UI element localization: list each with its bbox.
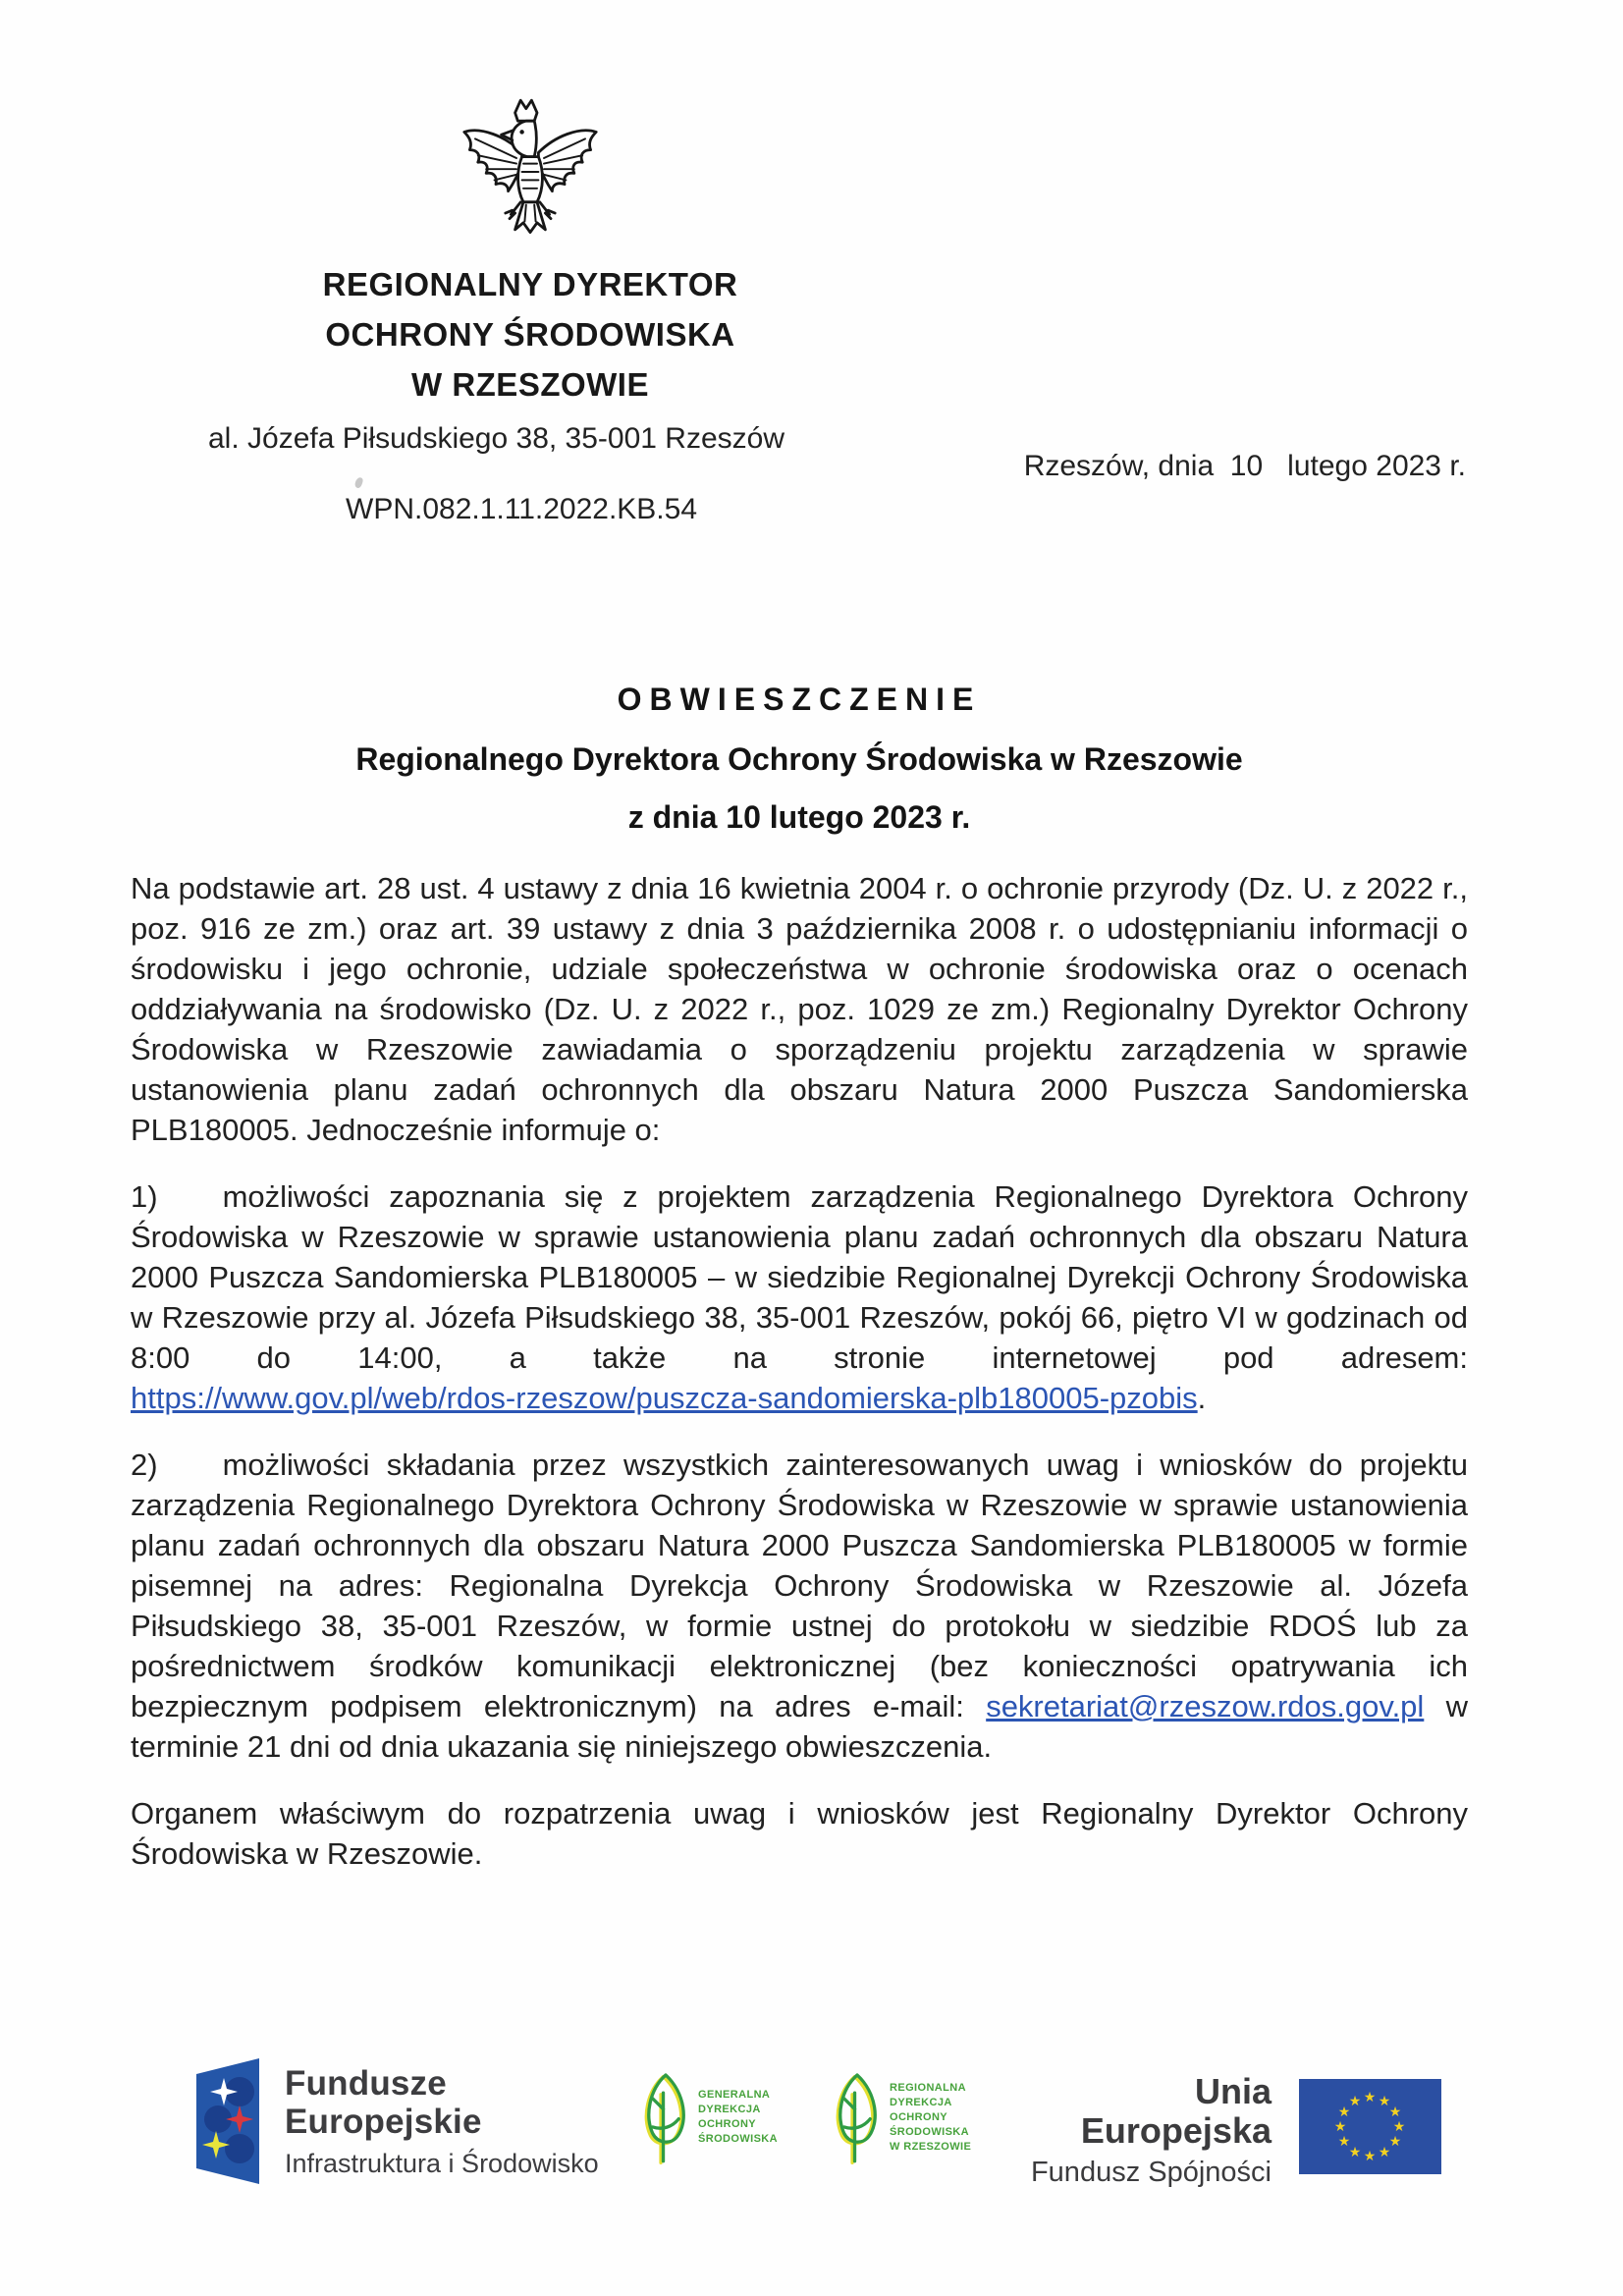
place-and-date: Rzeszów, dnia 10 lutego 2023 r. <box>1023 450 1466 482</box>
item-1-after-link: . <box>1197 1381 1207 1415</box>
rdos-line-1: REGIONALNA <box>890 2081 966 2094</box>
eu-subtitle: Fundusz Spójności <box>1030 2157 1271 2188</box>
list-item-1 <box>131 1176 1468 1418</box>
document-title: OBWIESZCZENIE <box>617 682 982 717</box>
rdos-logo-text <box>890 2081 971 2155</box>
eu-funds-subtitle: Infrastruktura i Środowisko <box>285 2149 599 2178</box>
org-name-line-2: OCHRONY ŚRODOWISKA <box>325 316 735 353</box>
letterhead <box>172 94 889 410</box>
org-name-line-1: REGIONALNY DYREKTOR <box>322 266 738 302</box>
document-title-date: z dnia 10 lutego 2023 r. <box>627 799 971 835</box>
item-2-after-link: w terminie 21 dni od dnia ukazania się niniejszego obwieszczenia. <box>131 1689 1468 1764</box>
item-1-text: możliwości zapoznania się z projektem zarządzenia Regionalnego Dyrektora Ochrony Środowiska w Rzeszowie w sprawie ustanowienia planu zadań ochronnych dla obszaru Natura 2000 Puszcza Sandomierska PLB180005 – w siedzibie Regionalnej Dyrekcji Ochrony Środowiska w Rzeszowie przy al. Józefa Piłsudskiego 38, 35-001 Rzeszów, pokój 66, piętro VI w godzinach od 8:00 do 14:00, a także na stronie internetowej pod adresem: <box>131 1179 1468 1375</box>
reference-number: WPN.082.1.11.2022.KB.54 <box>346 493 698 525</box>
org-address: al. Józefa Piłsudskiego 38, 35-001 Rzeszów <box>208 422 784 455</box>
svg-text:★: ★ <box>1348 2145 1362 2160</box>
gdos-line-1: GENERALNA <box>698 2089 771 2101</box>
eu-logo-text <box>1001 2072 1271 2189</box>
rdos-line-5: W RZESZOWIE <box>890 2140 972 2153</box>
rdos-line-2: DYREKCJA <box>890 2096 952 2108</box>
svg-text:★: ★ <box>1378 2094 1391 2109</box>
eu-funds-logo <box>196 2058 599 2184</box>
org-name-line-3: W RZESZOWIE <box>411 366 649 403</box>
eu-title: Unia Europejska <box>1080 2071 1271 2151</box>
item-1-number: 1) <box>131 1179 158 1214</box>
eu-funds-logo-text <box>285 2058 599 2179</box>
eu-flag-icon <box>1299 2079 1441 2174</box>
gdos-logo <box>641 2070 778 2164</box>
svg-text:★: ★ <box>1337 2105 1351 2120</box>
item-2-number: 2) <box>131 1448 158 1482</box>
gdos-line-4: ŚRODOWISKA <box>698 2133 778 2145</box>
svg-text:★: ★ <box>1392 2119 1406 2135</box>
svg-text:★: ★ <box>1378 2145 1391 2160</box>
document-subtitle: Regionalnego Dyrektora Ochrony Środowiska w Rzeszowie <box>355 741 1243 777</box>
rdos-line-4: ŚRODOWISKA <box>890 2125 969 2138</box>
gdos-logo-text <box>698 2088 778 2147</box>
document-body <box>131 868 1468 1900</box>
document-title-block <box>131 678 1468 839</box>
leaf-icon <box>641 2070 690 2164</box>
svg-text:★: ★ <box>1333 2119 1347 2135</box>
european-funds-flag-icon <box>196 2058 259 2184</box>
svg-text:★: ★ <box>1388 2105 1402 2120</box>
gdos-line-3: OCHRONY <box>698 2118 757 2130</box>
polish-eagle-emblem-icon <box>448 94 613 249</box>
eu-funds-title-line-1: Fundusze <box>285 2064 447 2103</box>
svg-text:★: ★ <box>1388 2134 1402 2150</box>
rdos-line-3: OCHRONY <box>890 2110 948 2123</box>
secretariat-email-link[interactable]: sekretariat@rzeszow.rdos.gov.pl <box>986 1689 1425 1723</box>
svg-text:★: ★ <box>1337 2134 1351 2150</box>
svg-text:★: ★ <box>1363 2149 1377 2164</box>
scan-speck <box>353 476 363 489</box>
svg-text:★: ★ <box>1348 2094 1362 2109</box>
footer-logos <box>0 2050 1623 2247</box>
closing-paragraph: Organem właściwym do rozpatrzenia uwag i wniosków jest Regionalny Dyrektor Ochrony Środowiska w Rzeszowie. <box>131 1796 1468 1871</box>
rdos-logo <box>833 2070 971 2164</box>
item-2-text: możliwości składania przez wszystkich zainteresowanych uwag i wniosków do projektu zarządzenia Regionalnego Dyrektora Ochrony Środowiska w Rzeszowie w sprawie ustanowienia planu zadań ochronnych dla obszaru Natura 2000 Puszcza Sandomierska PLB180005 w formie pisemnej na adres: Regionalna Dyrekcja Ochrony Środowiska w Rzeszowie al. Józefa Piłsudskiego 38, 35-001 Rzeszów, w formie ustnej do protokołu w siedzibie RDOŚ lub za pośrednictwem środków komunikacji elektronicznej (bez konieczności opatrywania ich bezpiecznym podpisem elektronicznym) na adres e-mail: <box>131 1448 1468 1723</box>
intro-paragraph: Na podstawie art. 28 ust. 4 ustawy z dnia 16 kwietnia 2004 r. o ochronie przyrody (Dz. U. z 2022 r., poz. 916 ze zm.) oraz art. 39 ustawy z dnia 3 października 2008 r. o udostępnianiu informacji o środowisku i jego ochronie, udziale społeczeństwa w ochronie środowiska oraz o ocenach oddziaływania na środowisko (Dz. U. z 2022 r., poz. 1029 ze zm.) Regionalny Dyrektor Ochrony Środowiska w Rzeszowie zawiadamia o sporządzeniu projektu zarządzenia w sprawie ustanowienia planu zadań ochronnych dla obszaru Natura 2000 Puszcza Sandomierska PLB180005. Jednocześnie informuje o: <box>131 871 1468 1147</box>
project-webpage-link[interactable]: https://www.gov.pl/web/rdos-rzeszow/puszcza-sandomierska-plb180005-pzobis <box>131 1381 1198 1415</box>
gdos-line-2: DYREKCJA <box>698 2104 761 2115</box>
svg-text:★: ★ <box>1363 2090 1377 2105</box>
leaf-icon <box>833 2070 882 2164</box>
list-item-2 <box>131 1445 1468 1767</box>
eu-funds-title-line-2: Europejskie <box>285 2103 482 2141</box>
